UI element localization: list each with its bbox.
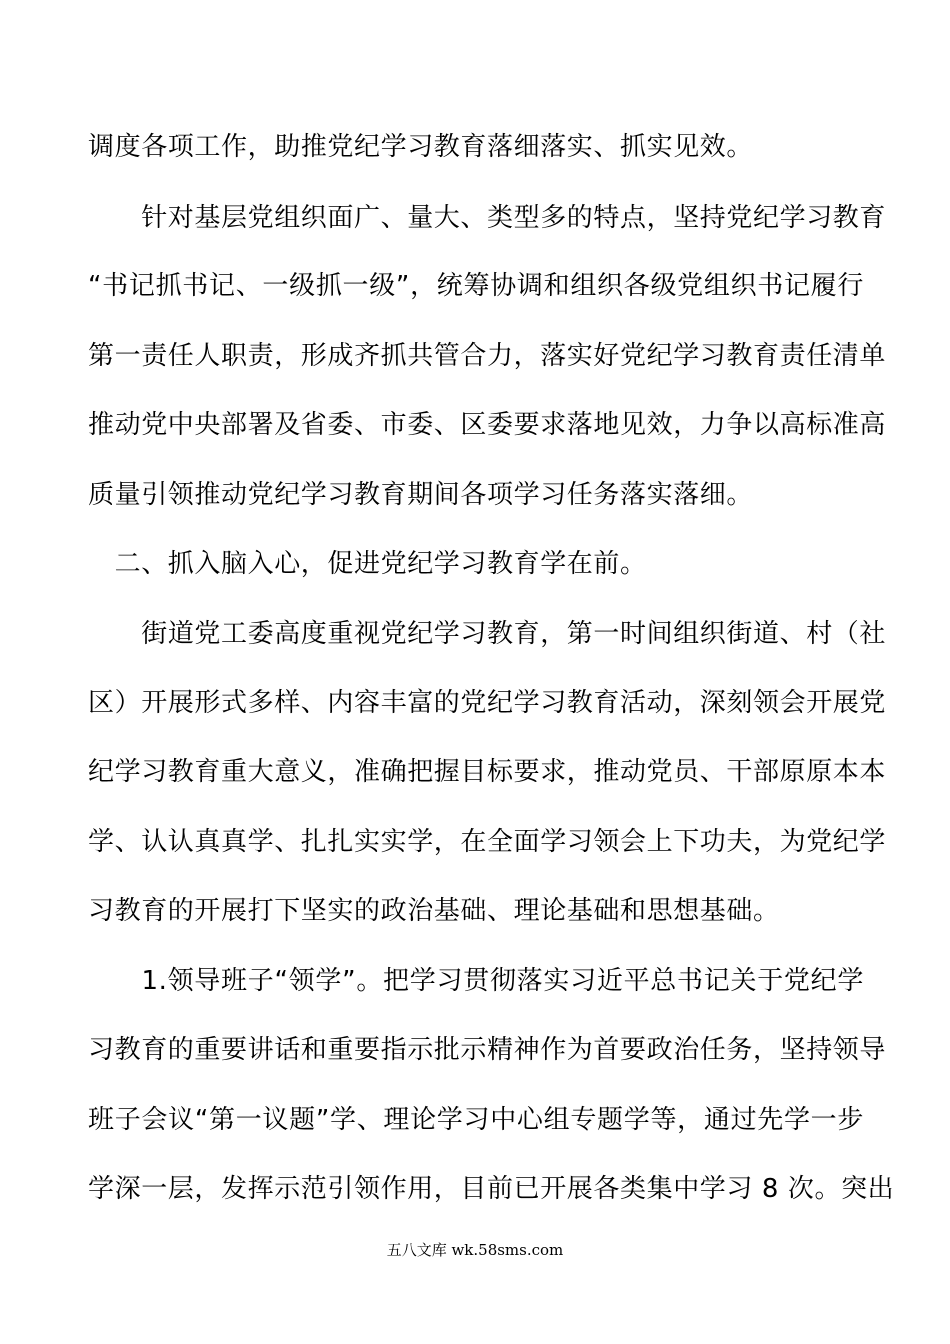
text-line-16: 学深一层，发挥示范引领作用，目前已开展各类集中学习 8 次。突出 [88, 1174, 895, 1204]
text-line-3: “书记抓书记、一级抓一级”，统筹协调和组织各级党组织书记履行 [88, 271, 864, 301]
text-line-14: 习教育的重要讲话和重要指示批示精神作为首要政治任务，坚持领导 [88, 1035, 887, 1065]
text-line-5: 推动党中央部署及省委、市委、区委要求落地见效，力争以高标准高 [88, 410, 887, 440]
text-line-12: 习教育的开展打下坚实的政治基础、理论基础和思想基础。 [88, 896, 780, 926]
text-line-10: 纪学习教育重大意义，准确把握目标要求，推动党员、干部原原本本 [88, 757, 887, 787]
text-line-13: 1.领导班子“领学”。把学习贯彻落实习近平总书记关于党纪学 [88, 966, 864, 996]
text-line-15: 班子会议“第一议题”学、理论学习中心组专题学等，通过先学一步 [88, 1105, 864, 1135]
text-line-8: 街道党工委高度重视党纪学习教育，第一时间组织街道、村（社 [88, 619, 887, 649]
section-heading: 二、抓入脑入心，促进党纪学习教育学在前。 [88, 549, 647, 579]
text-line-4: 第一责任人职责，形成齐抓共管合力，落实好党纪学习教育责任清单 [88, 341, 887, 371]
text-line-1: 调度各项工作，助推党纪学习教育落细落实、抓实见效。 [88, 132, 754, 162]
text-line-2: 针对基层党组织面广、量大、类型多的特点，坚持党纪学习教育 [88, 203, 887, 233]
text-line-6: 质量引领推动党纪学习教育期间各项学习任务落实落细。 [88, 480, 754, 510]
text-line-9: 区）开展形式多样、内容丰富的党纪学习教育活动，深刻领会开展党 [88, 688, 887, 718]
footer-watermark: 五八文库 wk.58sms.com [386, 1241, 564, 1259]
text-line-11: 学、认认真真学、扎扎实实学，在全面学习领会上下功夫，为党纪学 [88, 827, 887, 857]
